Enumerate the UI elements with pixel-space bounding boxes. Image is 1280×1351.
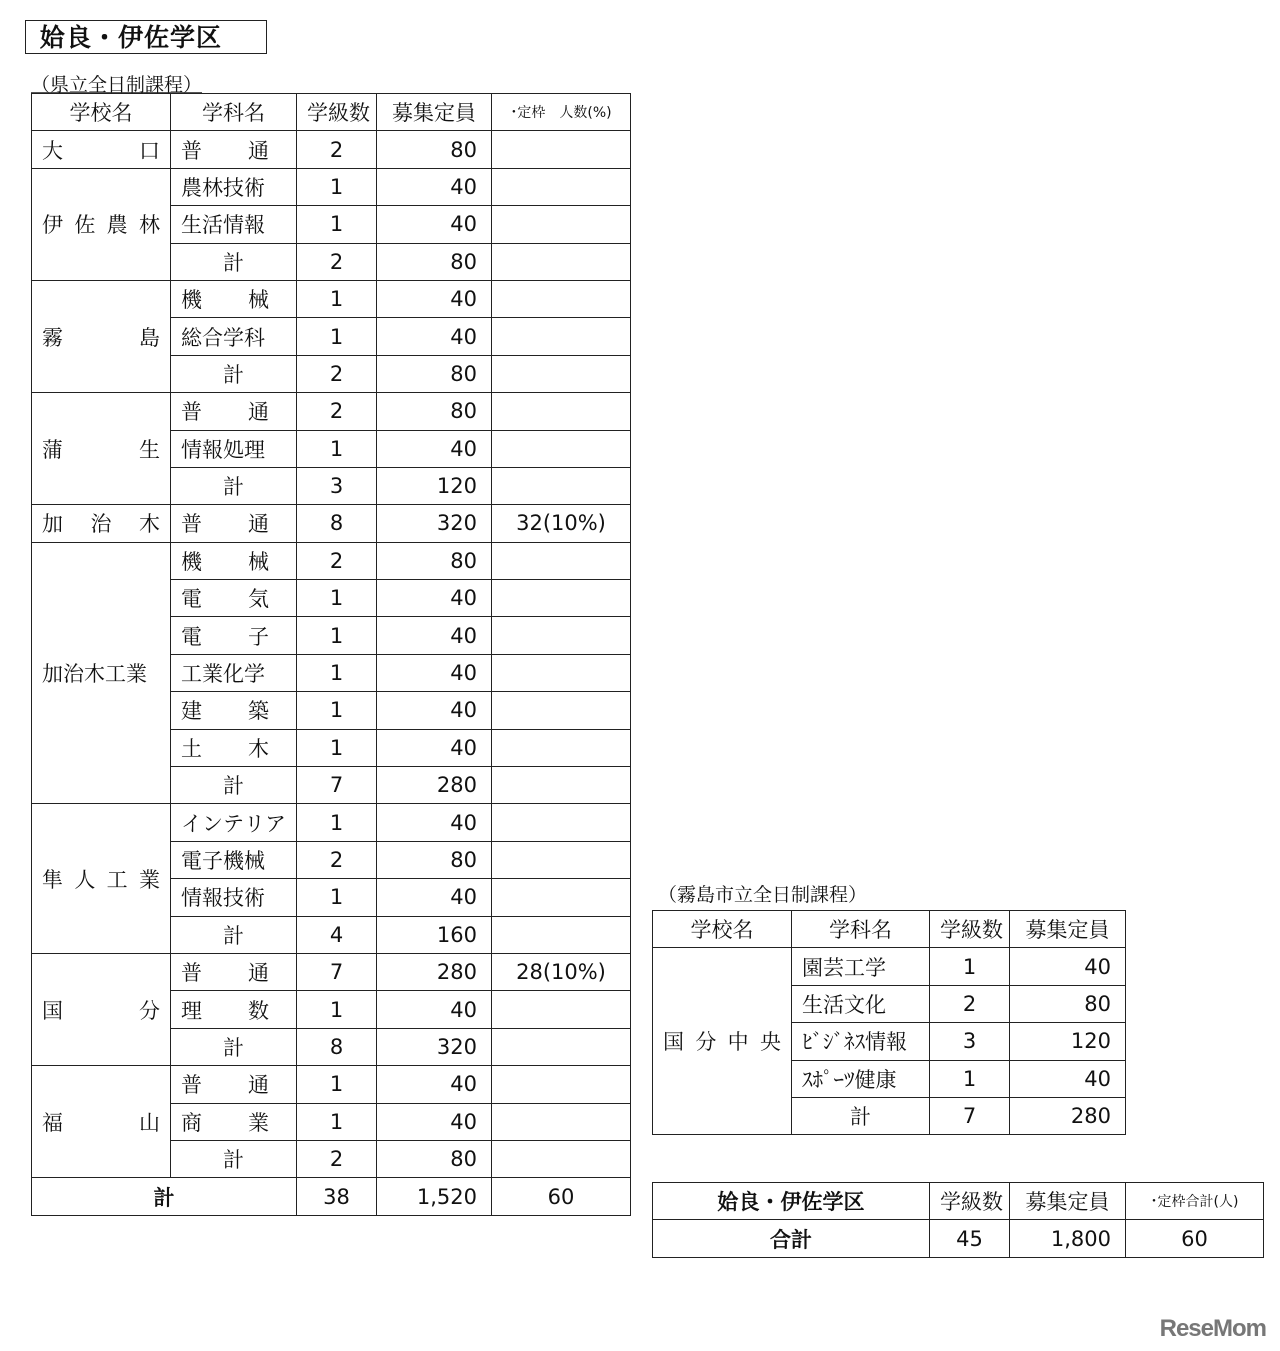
capacity: 40: [377, 991, 492, 1028]
table-row: [32, 953, 631, 990]
dept-name: 計: [171, 1028, 297, 1065]
capacity: 40: [377, 430, 492, 467]
summary-header-capacity: 募集定員: [1010, 1183, 1126, 1220]
school-name: 霧島: [32, 280, 171, 392]
school-name: 福山: [32, 1066, 171, 1178]
capacity: 40: [377, 280, 492, 317]
dept-name-cell: [171, 393, 297, 430]
header-classes: 学級数: [930, 911, 1010, 948]
capacity: 40: [377, 804, 492, 841]
capacity: 120: [1010, 1023, 1126, 1060]
class-count: 1: [297, 991, 377, 1028]
capacity: 320: [377, 505, 492, 542]
header-quota: ･定枠 人数(%): [492, 94, 631, 131]
school-name: 隼人工業: [32, 804, 171, 954]
quota: [492, 841, 631, 878]
school-name: 国分: [32, 953, 171, 1065]
dept-name: 農林技術: [171, 168, 297, 205]
dept-name: ﾋﾞｼﾞﾈｽ情報: [792, 1023, 930, 1060]
capacity: 80: [377, 1140, 492, 1177]
school-name: 伊佐農林: [32, 168, 171, 280]
dept-name-cell: [171, 692, 297, 729]
class-count: 2: [297, 243, 377, 280]
dept-name: 建築: [181, 699, 269, 724]
quota: [492, 467, 631, 504]
prefectural-table: [31, 93, 631, 1216]
summary-header-classes: 学級数: [930, 1183, 1010, 1220]
school-name: 蒲生: [32, 393, 171, 505]
dept-name: 普通: [181, 512, 269, 537]
page-title: 姶良・伊佐学区: [25, 20, 267, 54]
quota: 28(10%): [492, 953, 631, 990]
dept-name: 総合学科: [171, 318, 297, 355]
school-name: 加治木工業: [32, 542, 171, 804]
class-count: 2: [297, 841, 377, 878]
dept-name: 生活情報: [171, 206, 297, 243]
summary-label: 合計: [653, 1220, 930, 1257]
class-count: 3: [297, 467, 377, 504]
header-dept: 学科名: [792, 911, 930, 948]
dept-name: 普通: [181, 961, 269, 986]
summary-quota: 60: [1126, 1220, 1264, 1257]
capacity: 160: [377, 916, 492, 953]
resemom-logo: ReseMom: [1159, 1315, 1266, 1342]
quota: [492, 206, 631, 243]
dept-name: 計: [171, 767, 297, 804]
class-count: 1: [297, 692, 377, 729]
class-count: 2: [297, 393, 377, 430]
header-school: 学校名: [653, 911, 792, 948]
capacity: 40: [377, 692, 492, 729]
dept-name: 計: [171, 355, 297, 392]
capacity: 80: [1010, 985, 1126, 1022]
class-count: 8: [297, 1028, 377, 1065]
class-count: 1: [297, 280, 377, 317]
class-count: 1: [297, 654, 377, 691]
table-row: [32, 168, 631, 205]
dept-name: 計: [171, 1140, 297, 1177]
capacity: 280: [377, 953, 492, 990]
header-capacity: 募集定員: [377, 94, 492, 131]
capacity: 280: [1010, 1097, 1126, 1134]
dept-name: 計: [171, 467, 297, 504]
capacity: 40: [377, 206, 492, 243]
class-count: 1: [297, 168, 377, 205]
dept-name-cell: [171, 1066, 297, 1103]
quota: [492, 767, 631, 804]
class-count: 1: [297, 1066, 377, 1103]
table-row: [32, 393, 631, 430]
quota: [492, 243, 631, 280]
summary-table: [652, 1182, 1264, 1258]
quota: [492, 804, 631, 841]
summary-classes: 45: [930, 1220, 1010, 1257]
dept-name: 園芸工学: [792, 948, 930, 985]
quota: [492, 1066, 631, 1103]
table-row: [32, 280, 631, 317]
dept-name-cell: [171, 505, 297, 542]
dept-name: 計: [171, 243, 297, 280]
dept-name: 電子機械: [171, 841, 297, 878]
class-count: 1: [297, 318, 377, 355]
class-count: 2: [930, 985, 1010, 1022]
quota: [492, 654, 631, 691]
class-count: 2: [297, 542, 377, 579]
total-quota: 60: [492, 1178, 631, 1215]
quota: [492, 280, 631, 317]
capacity: 40: [377, 580, 492, 617]
summary-header-district: 姶良・伊佐学区: [653, 1183, 930, 1220]
quota: [492, 617, 631, 654]
quota: [492, 131, 631, 168]
class-count: 1: [930, 1060, 1010, 1097]
school-name: 国分中央: [653, 948, 792, 1135]
header-capacity: 募集定員: [1010, 911, 1126, 948]
dept-name-cell: [171, 729, 297, 766]
header-school: 学校名: [32, 94, 171, 131]
capacity: 40: [377, 1103, 492, 1140]
dept-name: ｽﾎﾟｰﾂ健康: [792, 1060, 930, 1097]
class-count: 1: [297, 580, 377, 617]
class-count: 2: [297, 1140, 377, 1177]
class-count: 1: [297, 879, 377, 916]
class-count: 8: [297, 505, 377, 542]
class-count: 4: [297, 916, 377, 953]
dept-name-cell: [171, 953, 297, 990]
capacity: 80: [377, 393, 492, 430]
quota: [492, 393, 631, 430]
dept-name: 普通: [181, 400, 269, 425]
capacity: 80: [377, 355, 492, 392]
total-label: 計: [32, 1178, 297, 1215]
class-count: 3: [930, 1023, 1010, 1060]
quota: 32(10%): [492, 505, 631, 542]
class-count: 1: [297, 729, 377, 766]
quota: [492, 355, 631, 392]
capacity: 40: [377, 1066, 492, 1103]
quota: [492, 991, 631, 1028]
dept-name: 情報処理: [171, 430, 297, 467]
capacity: 80: [377, 841, 492, 878]
dept-name: 土木: [181, 736, 269, 761]
class-count: 1: [297, 804, 377, 841]
dept-name-cell: [171, 580, 297, 617]
dept-name: 機械: [181, 288, 269, 313]
class-count: 1: [930, 948, 1010, 985]
dept-name: 工業化学: [171, 654, 297, 691]
capacity: 80: [377, 131, 492, 168]
capacity: 40: [377, 318, 492, 355]
quota: [492, 916, 631, 953]
dept-name: 計: [171, 916, 297, 953]
table-row: [32, 131, 631, 168]
dept-name: 電気: [181, 587, 269, 612]
quota: [492, 1103, 631, 1140]
table-row: [32, 804, 631, 841]
class-count: 7: [930, 1097, 1010, 1134]
class-count: 2: [297, 131, 377, 168]
quota: [492, 1028, 631, 1065]
capacity: 280: [377, 767, 492, 804]
quota: [492, 168, 631, 205]
capacity: 40: [377, 617, 492, 654]
table-row: [32, 542, 631, 579]
class-count: 2: [297, 355, 377, 392]
capacity: 40: [1010, 948, 1126, 985]
quota: [492, 430, 631, 467]
class-count: 1: [297, 430, 377, 467]
class-count: 1: [297, 1103, 377, 1140]
table-row: [32, 505, 631, 542]
dept-name: 理数: [181, 998, 269, 1023]
main-table-subtitle: （県立全日制課程）: [31, 74, 203, 96]
dept-name: 計: [792, 1097, 930, 1134]
dept-name-cell: [171, 617, 297, 654]
table-row: [32, 1066, 631, 1103]
total-capacity: 1,520: [377, 1178, 492, 1215]
dept-name-cell: [171, 991, 297, 1028]
dept-name: 電子: [181, 624, 269, 649]
dept-name: 機械: [181, 549, 269, 574]
class-count: 7: [297, 953, 377, 990]
quota: [492, 318, 631, 355]
capacity: 80: [377, 243, 492, 280]
header-classes: 学級数: [297, 94, 377, 131]
dept-name-cell: [171, 1103, 297, 1140]
capacity: 40: [377, 654, 492, 691]
dept-name-cell: [171, 131, 297, 168]
school-name: 大口: [32, 131, 171, 168]
dept-name: 情報技術: [171, 879, 297, 916]
quota: [492, 729, 631, 766]
city-table: [652, 910, 1126, 1135]
header-dept: 学科名: [171, 94, 297, 131]
dept-name: 普通: [181, 1073, 269, 1098]
city-table-subtitle: （霧島市立全日制課程）: [658, 884, 868, 906]
dept-name-cell: [171, 542, 297, 579]
school-name: 加治木: [32, 505, 171, 542]
class-count: 7: [297, 767, 377, 804]
capacity: 80: [377, 542, 492, 579]
class-count: 1: [297, 206, 377, 243]
class-count: 1: [297, 617, 377, 654]
quota: [492, 1140, 631, 1177]
capacity: 120: [377, 467, 492, 504]
dept-name: 普通: [181, 138, 269, 163]
dept-name: 商業: [181, 1110, 269, 1135]
quota: [492, 879, 631, 916]
summary-header-quota: ･定枠合計(人): [1126, 1183, 1264, 1220]
table-row: [653, 948, 1126, 985]
quota: [492, 692, 631, 729]
capacity: 40: [377, 168, 492, 205]
dept-name: インテリア: [171, 804, 297, 841]
summary-capacity: 1,800: [1010, 1220, 1126, 1257]
dept-name-cell: [171, 280, 297, 317]
dept-name: 生活文化: [792, 985, 930, 1022]
total-row: [32, 1178, 631, 1215]
capacity: 40: [377, 729, 492, 766]
quota: [492, 580, 631, 617]
total-classes: 38: [297, 1178, 377, 1215]
capacity: 40: [377, 879, 492, 916]
quota: [492, 542, 631, 579]
capacity: 320: [377, 1028, 492, 1065]
capacity: 40: [1010, 1060, 1126, 1097]
